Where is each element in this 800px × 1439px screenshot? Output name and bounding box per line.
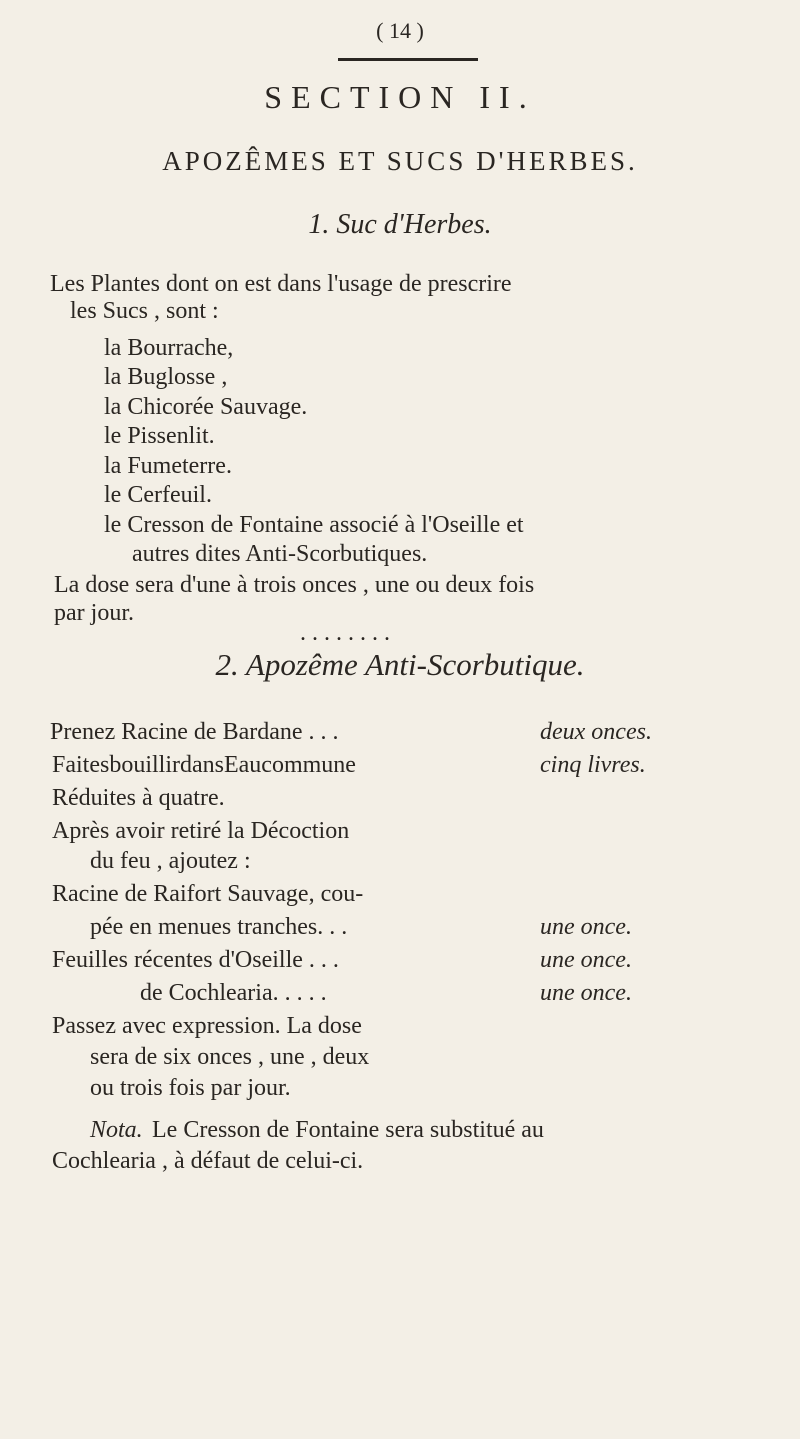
- nota-line-1: Le Cresson de Fontaine sera substitué au: [152, 1117, 544, 1143]
- plant-item: autres dites Anti-Scorbutiques.: [132, 541, 428, 567]
- plant-item: la Buglosse ,: [104, 364, 228, 390]
- recipe-qty: deux onces.: [540, 719, 652, 745]
- recipe-qty: cinq livres.: [540, 752, 646, 778]
- recipe-text: ou trois fois par jour.: [90, 1075, 291, 1101]
- part1-title: 1. Suc d'Herbes.: [308, 209, 492, 240]
- recipe-qty: une once.: [540, 914, 632, 940]
- dose-line-1: La dose sera d'une à trois onces , une ou deux fois: [54, 572, 535, 598]
- plant-item: la Bourrache,: [104, 335, 234, 361]
- recipe-qty: une once.: [540, 947, 632, 973]
- plant-item: la Fumeterre.: [104, 453, 232, 479]
- part2-title: 2. Apozême Anti-Scorbutique.: [215, 647, 585, 682]
- recipe-text: Racine de Raifort Sauvage, cou-: [52, 881, 364, 907]
- dose-line-2: par jour.: [54, 600, 134, 626]
- plant-item: le Pissenlit.: [104, 423, 215, 449]
- chapter-heading: APOZÊMES ET SUCS D'HERBES.: [162, 146, 638, 176]
- page-number: ( 14 ): [376, 18, 424, 43]
- header-rule: [338, 58, 478, 61]
- recipe-text: FaitesbouillirdansEaucommune: [52, 752, 356, 778]
- recipe-text: Feuilles récentes d'Oseille . . .: [52, 947, 339, 973]
- recipe-text: Après avoir retiré la Décoction: [52, 818, 350, 844]
- plant-item: le Cresson de Fontaine associé à l'Oseille et: [104, 512, 524, 538]
- recipe-text: du feu , ajoutez :: [90, 848, 251, 874]
- nota-line-2: Cochlearia , à défaut de celui-ci.: [52, 1148, 364, 1174]
- recipe-text: Réduites à quatre.: [52, 785, 225, 811]
- plant-item: la Chicorée Sauvage.: [104, 394, 308, 420]
- recipe-text: Prenez Racine de Bardane . . .: [50, 719, 339, 745]
- recipe-text: sera de six onces , une , deux: [90, 1044, 370, 1070]
- recipe-qty: une once.: [540, 980, 632, 1006]
- separator-dots: ........: [300, 620, 396, 646]
- intro-line-1: Les Plantes dont on est dans l'usage de prescrire: [50, 271, 512, 297]
- recipe-text: de Cochlearia. . . . .: [140, 980, 327, 1006]
- section-heading: SECTION II.: [264, 79, 536, 115]
- intro-line-2: les Sucs , sont :: [70, 298, 219, 324]
- nota-label: Nota.: [90, 1117, 143, 1143]
- recipe-text: pée en menues tranches. . .: [90, 914, 348, 940]
- recipe-text: Passez avec expression. La dose: [52, 1013, 362, 1039]
- plant-item: le Cerfeuil.: [104, 482, 212, 508]
